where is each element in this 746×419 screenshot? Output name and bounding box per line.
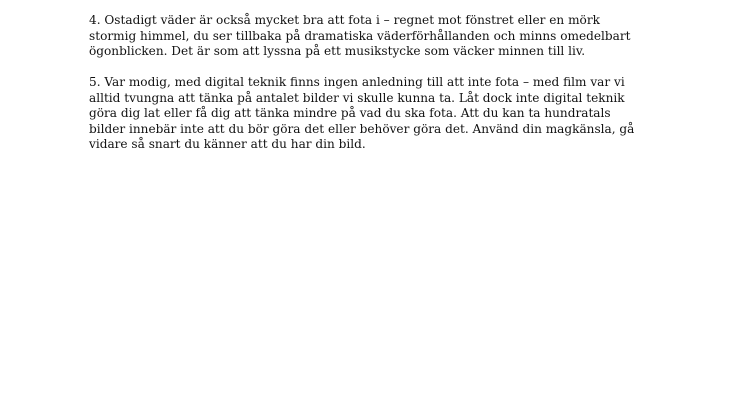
paragraph-line: bilder innebär inte att du bör göra det eller behöver göra det. Använd din magkänsla, gå <box>89 121 635 136</box>
paragraph-line: 5. Var modig, med digital teknik finns ingen anledning till att inte fota – med film var vi <box>89 75 625 89</box>
paragraph-line: ögonblicken. Det är som att lyssna på ett musikstycke som väcker minnen till liv. <box>89 44 586 58</box>
paragraph-line: alltid tvungna att tänka på antalet bilder vi skulle kunna ta. Låt dock inte digital teknik <box>89 90 625 105</box>
paragraph-line: göra dig lat eller få dig att tänka mindre på vad du ska fota. Att du kan ta hundratals <box>89 106 611 120</box>
paragraph-line: vidare så snart du känner att du har din bild. <box>89 137 366 151</box>
paragraph-line: 4. Ostadigt väder är också mycket bra att fota i – regnet mot fönstret eller en mörk <box>89 13 600 27</box>
paragraph-weather-tip <box>89 13 669 60</box>
paragraph-line: stormig himmel, du ser tillbaka på dramatiska väderförhållanden och minns omedelbart <box>89 28 631 43</box>
document-body <box>89 13 669 168</box>
paragraph-brave-tip <box>89 75 669 153</box>
